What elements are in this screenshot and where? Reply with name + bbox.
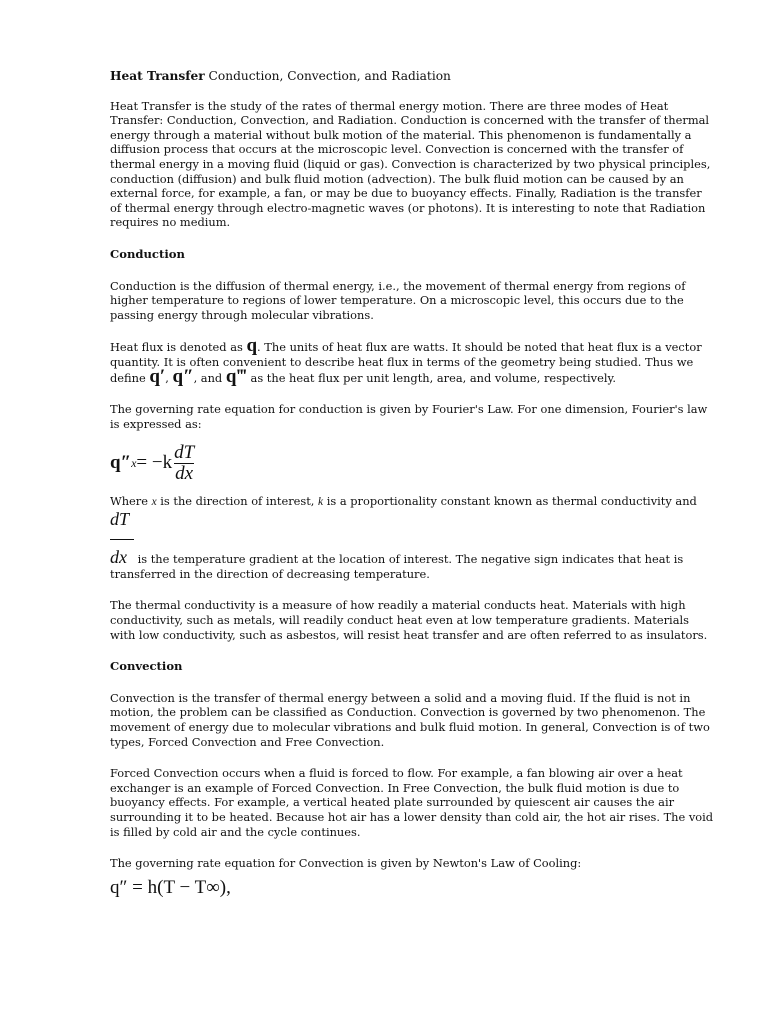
text-run: is a proportionality constant known as thermal conductivity and bbox=[323, 494, 697, 509]
symbol-q-double-prime: q″ bbox=[172, 365, 194, 387]
document-page bbox=[110, 69, 715, 898]
text-run: is the temperature gradient at the location of interest. The negative sign indicates that heat is transferred in the direction of decreasing temperature. bbox=[110, 551, 684, 581]
title-rest: Conduction, Convection, and Radiation bbox=[204, 69, 451, 83]
eq-lhs: q″ bbox=[110, 452, 132, 474]
inline-fraction bbox=[110, 510, 134, 567]
newton-cooling-equation bbox=[110, 876, 715, 898]
conduction-paragraph-4 bbox=[110, 494, 715, 581]
eq-fraction bbox=[174, 443, 194, 484]
inline-denominator: dx bbox=[110, 546, 127, 567]
symbol-q-triple-prime: q‴ bbox=[225, 365, 247, 387]
text-run: Where bbox=[110, 494, 152, 509]
text-run: . The units of heat flux are watts. It should be noted that heat flux is a vector quantity. It is often convenient to describe heat flux in terms of the geometry being studied. Thus we define bbox=[110, 340, 702, 385]
var-k: k bbox=[318, 496, 324, 509]
convection-paragraph-3: The governing rate equation for Convection is given by Newton's Law of Cooling: bbox=[110, 856, 582, 871]
intro-paragraph: Heat Transfer is the study of the rates of thermal energy motion. There are three modes of Heat Transfer: Conduction, Convection, and Radiation. Conduction is concerned with the transfer of thermal energy through a material without bulk motion of the material. This phenomenon is fundamentally a diffusion process that occurs at the microscopic level. Convection is concerned with the transfer of thermal energy in a moving fluid (liquid or gas). Convection is characterized by two physical principles, conduction (diffusion) and bulk fluid motion (advection). The bulk fluid motion can be caused by an external force, for example, a fan, or may be due to buoyancy effects. Finally, Radiation is the transfer of thermal energy through electro-magnetic waves (or photons). It is interesting to note that Radiation requires no medium. bbox=[110, 98, 711, 230]
page-title bbox=[110, 69, 715, 84]
title-bold: Heat Transfer bbox=[110, 69, 205, 83]
eq-numerator: dT bbox=[174, 442, 195, 464]
symbol-q-prime: q′ bbox=[149, 365, 166, 387]
conduction-paragraph-2 bbox=[110, 335, 715, 387]
symbol-q: q bbox=[246, 335, 258, 357]
var-x: x bbox=[151, 496, 157, 509]
text-run: , bbox=[165, 370, 173, 385]
text-run: , and bbox=[193, 370, 226, 385]
text-run: is the direction of interest, bbox=[156, 494, 319, 509]
conduction-paragraph-3: The governing rate equation for conduction is given by Fourier's Law. For one dimension, Fourier's law is expressed as: bbox=[110, 402, 708, 431]
conduction-heading: Conduction bbox=[110, 246, 185, 261]
eq-newton: q″ = h(T − T∞), bbox=[110, 876, 231, 898]
convection-heading: Convection bbox=[110, 659, 183, 674]
convection-paragraph-2: Forced Convection occurs when a fluid is forced to flow. For example, a fan blowing air over a heat exchanger is an example of Forced Convection. In Free Convection, the bulk fluid motion is due to buoyancy effects. For example, a vertical heated plate surrounded by quiescent air causes the air surrounding it to be heated. Because hot air has a lower density than cold air, the hot air rises. The void is filled by cold air and the cycle continues. bbox=[110, 766, 714, 839]
convection-paragraph-1: Convection is the transfer of thermal energy between a solid and a moving fluid. If the fluid is not in motion, the problem can be classified as Conduction. Convection is governed by two phenomenon. The movement of energy due to molecular vibrations and bulk fluid motion. In general, Convection is of two types, Forced Convection and Free Convection. bbox=[110, 690, 710, 749]
eq-mid: = −k bbox=[136, 452, 173, 474]
text-run: Heat flux is denoted as bbox=[110, 340, 247, 355]
fourier-law-equation bbox=[110, 443, 715, 484]
conduction-paragraph-5: The thermal conductivity is a measure of how readily a material conducts heat. Materials with high conductivity, such as metals, will readily conduct heat even at low temperature gradients. Materials with low conductivity, such as asbestos, will resist heat transfer and are often referred to as insulators. bbox=[110, 598, 708, 642]
inline-numerator: dT bbox=[110, 508, 130, 529]
eq-subscript: x bbox=[131, 456, 137, 471]
eq-denominator: dx bbox=[175, 463, 194, 485]
text-run: as the heat flux per unit length, area, and volume, respectively. bbox=[246, 370, 617, 385]
conduction-paragraph-1: Conduction is the diffusion of thermal energy, i.e., the movement of thermal energy from regions of higher temperature to regions of lower temperature. On a microscopic level, this occurs due to the passing energy through molecular vibrations. bbox=[110, 278, 686, 322]
